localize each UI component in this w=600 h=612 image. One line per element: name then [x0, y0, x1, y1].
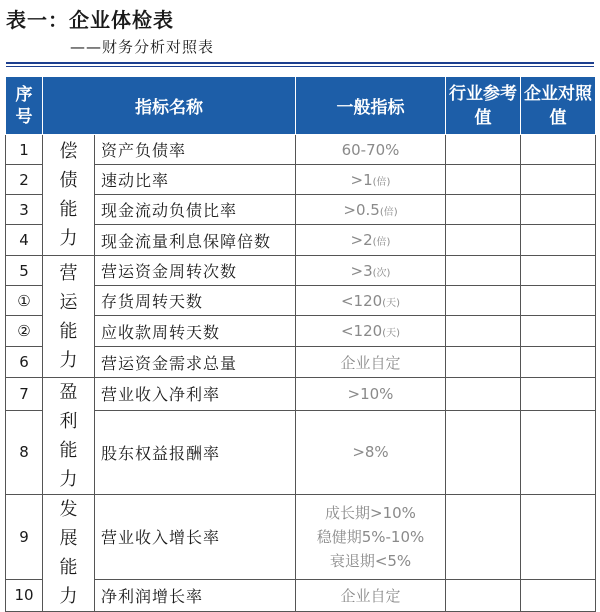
row-no: 1 — [6, 135, 43, 165]
row-name: 应收款周转天数 — [95, 316, 296, 347]
page-subtitle: ——财务分析对照表 — [70, 38, 215, 56]
header-industry: 行业参考值 — [446, 77, 521, 135]
row-ref: <120(天) — [296, 286, 446, 316]
row-no: 2 — [6, 165, 43, 195]
category-operation: 营运能力 — [43, 256, 95, 378]
row-ref: <120(天) — [296, 316, 446, 347]
row-ref: 企业自定 — [296, 347, 446, 378]
row-name: 营运资金周转次数 — [95, 256, 296, 286]
table-row — [6, 225, 596, 256]
row-name: 营运资金需求总量 — [95, 347, 296, 378]
row-no: ① — [6, 286, 43, 316]
table-row — [6, 410, 596, 495]
industry-value-cell[interactable] — [446, 495, 521, 580]
title-rule-thin — [6, 66, 594, 67]
row-name: 营业收入净利率 — [95, 378, 296, 411]
row-ref: >8% — [296, 410, 446, 495]
company-value-cell[interactable] — [521, 579, 596, 611]
header-no: 序号 — [6, 77, 43, 135]
industry-value-cell[interactable] — [446, 165, 521, 195]
row-name: 净利润增长率 — [95, 579, 296, 611]
row-ref: >1(倍) — [296, 165, 446, 195]
industry-value-cell[interactable] — [446, 579, 521, 611]
table-row — [6, 165, 596, 195]
row-no: 8 — [6, 410, 43, 495]
industry-value-cell[interactable] — [446, 256, 521, 286]
row-no: 10 — [6, 579, 43, 611]
row-ref: 企业自定 — [296, 579, 446, 611]
row-no: 7 — [6, 378, 43, 411]
row-name: 资产负债率 — [95, 135, 296, 165]
industry-value-cell[interactable] — [446, 286, 521, 316]
header-general: 一般指标 — [296, 77, 446, 135]
industry-value-cell[interactable] — [446, 135, 521, 165]
row-ref: >2(倍) — [296, 225, 446, 256]
industry-value-cell[interactable] — [446, 347, 521, 378]
industry-value-cell[interactable] — [446, 316, 521, 347]
company-value-cell[interactable] — [521, 135, 596, 165]
industry-value-cell[interactable] — [446, 195, 521, 225]
row-name: 营业收入增长率 — [95, 495, 296, 580]
company-value-cell[interactable] — [521, 347, 596, 378]
company-value-cell[interactable] — [521, 256, 596, 286]
industry-value-cell[interactable] — [446, 410, 521, 495]
ref-line: 稳健期5%-10% — [316, 527, 425, 546]
row-no: 3 — [6, 195, 43, 225]
company-value-cell[interactable] — [521, 410, 596, 495]
row-name: 速动比率 — [95, 165, 296, 195]
table-row — [6, 256, 596, 286]
table-row — [6, 378, 596, 411]
company-value-cell[interactable] — [521, 495, 596, 580]
company-value-cell[interactable] — [521, 316, 596, 347]
row-no: 5 — [6, 256, 43, 286]
table-row — [6, 579, 596, 611]
header-name: 指标名称 — [43, 77, 296, 135]
header-company: 企业对照值 — [521, 77, 596, 135]
company-value-cell[interactable] — [521, 225, 596, 256]
row-ref: 60-70% — [296, 135, 446, 165]
ref-line: 衰退期<5% — [329, 551, 412, 570]
header-row — [6, 77, 596, 135]
row-no: 9 — [6, 495, 43, 580]
row-ref: >10% — [296, 378, 446, 411]
table-row — [6, 286, 596, 316]
row-no: ② — [6, 316, 43, 347]
title-rule — [6, 62, 594, 64]
row-name: 现金流量利息保障倍数 — [95, 225, 296, 256]
company-value-cell[interactable] — [521, 195, 596, 225]
industry-value-cell[interactable] — [446, 225, 521, 256]
table-row — [6, 135, 596, 165]
category-solvency: 偿债能力 — [43, 135, 95, 256]
page-title: 表一：企业体检表 — [6, 8, 174, 32]
table-row — [6, 316, 596, 347]
table-row — [6, 195, 596, 225]
row-no: 6 — [6, 347, 43, 378]
row-no: 4 — [6, 225, 43, 256]
table-row — [6, 495, 596, 580]
ref-line: 成长期>10% — [325, 503, 416, 522]
analysis-table — [5, 76, 596, 612]
row-ref-multiline — [296, 495, 446, 580]
industry-value-cell[interactable] — [446, 378, 521, 411]
company-value-cell[interactable] — [521, 286, 596, 316]
category-profit: 盈利能力 — [43, 378, 95, 495]
row-ref: >0.5(倍) — [296, 195, 446, 225]
company-value-cell[interactable] — [521, 165, 596, 195]
company-value-cell[interactable] — [521, 378, 596, 411]
row-ref: >3(次) — [296, 256, 446, 286]
table-row — [6, 347, 596, 378]
row-name: 存货周转天数 — [95, 286, 296, 316]
row-name: 现金流动负债比率 — [95, 195, 296, 225]
row-name: 股东权益报酬率 — [95, 410, 296, 495]
category-growth: 发展能力 — [43, 495, 95, 612]
